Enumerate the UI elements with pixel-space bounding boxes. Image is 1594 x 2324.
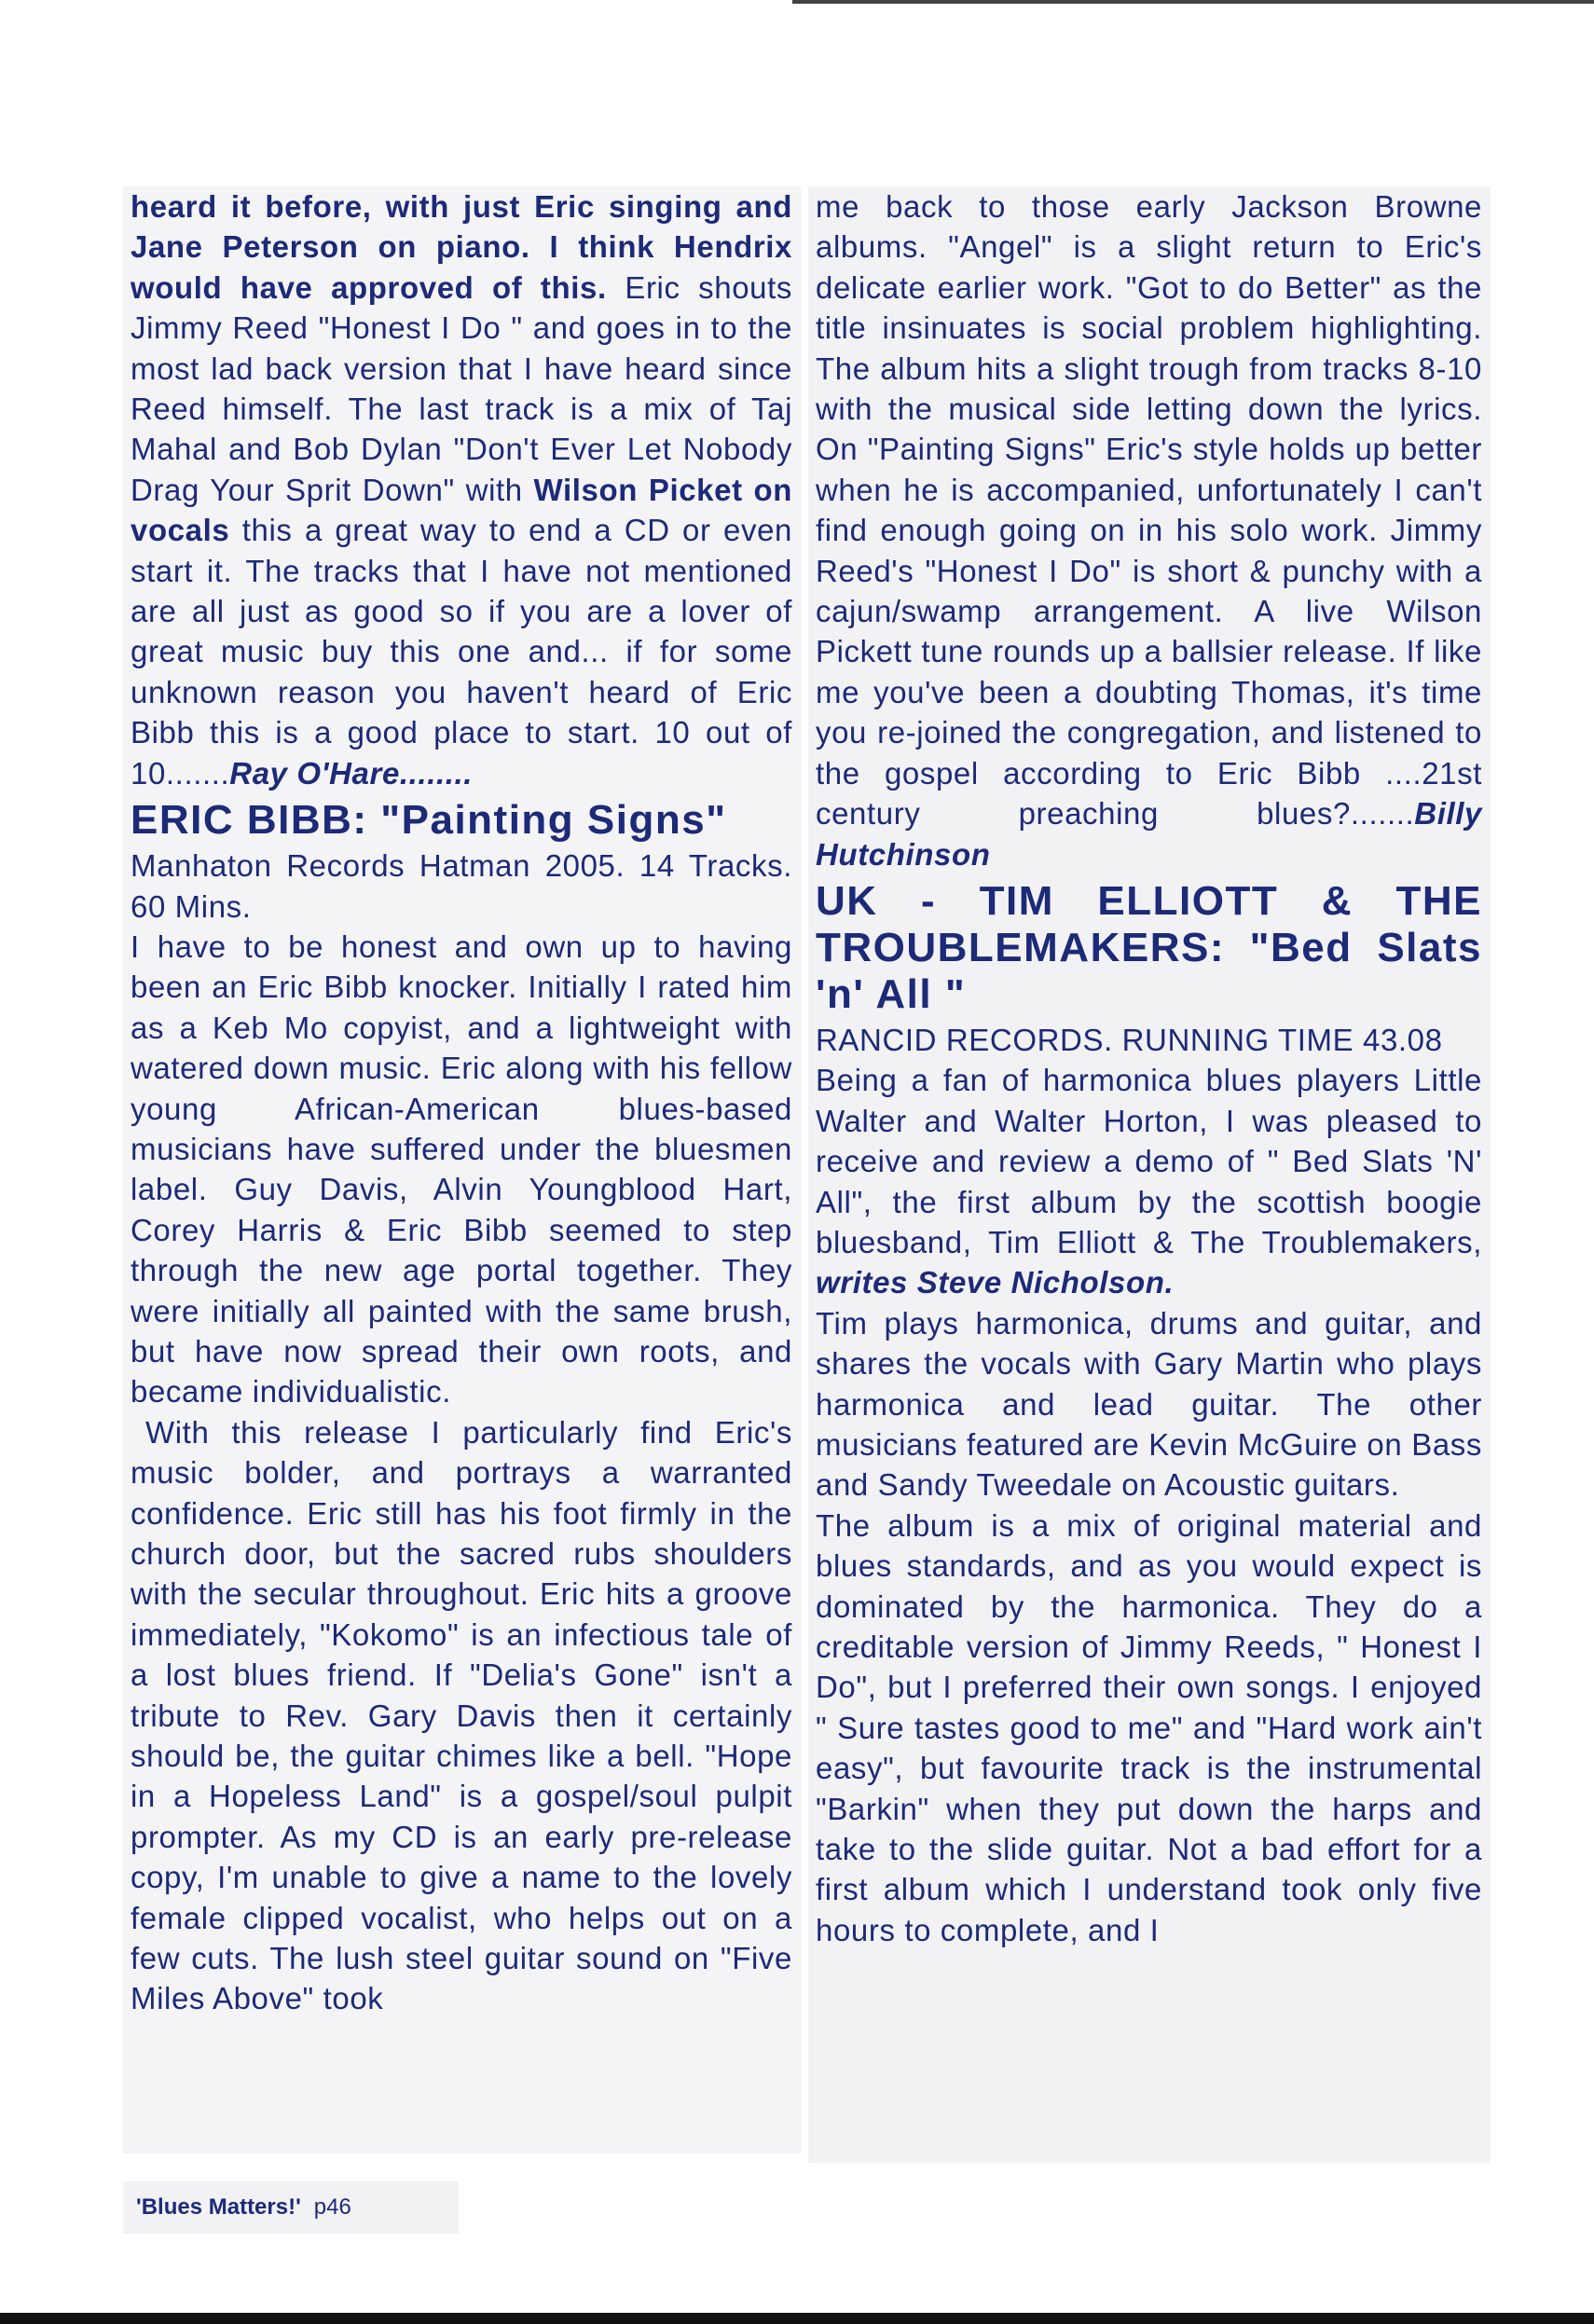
intro-bold-text: heard it before, with just Eric singing and Jane Peterson on piano. I think Hendrix would have approved of this. xyxy=(131,189,792,305)
intro-paragraph xyxy=(131,186,792,793)
review-heading-tim-elliott: UK - TIM ELLIOTT & THE TROUBLEMAKERS: "Bed Slats 'n' All " xyxy=(816,877,1482,1017)
footer-page-number: p46 xyxy=(313,2194,351,2220)
scan-edge-bottom xyxy=(0,2313,1594,2324)
review-meta-eric-bibb: Manhaton Records Hatman 2005. 14 Tracks. 60 Mins. xyxy=(131,848,792,924)
review-paragraph-tim-3: The album is a mix of original material and blues standards, and as you would expect is dominated by the harmonica. They do a creditable version of Jimmy Reeds, " Honest I Do", but I preferred their own songs. I enjoyed " Sure tastes good to me" and "Hard work ain't easy", but favourite track is the instrumental "Barkin" when they put down the harps and take to the slide guitar. Not a bad effort for a first album which I understand took only five hours to complete, and I xyxy=(816,1507,1482,1947)
scan-edge-top xyxy=(792,0,1594,4)
continued-paragraph xyxy=(816,186,1482,874)
review-paragraph-tim-1 xyxy=(816,1060,1482,1302)
continued-author: Billy Hutchinson xyxy=(816,796,1482,872)
intro-text-2: this a great way to end a CD or even start it. The tracks that I have not mentioned are all just as good so if you are a lover of great music buy this one and... if for some unknown reason you haven't heard of Eric Bibb this is a good place to start. 10 out of 10....... xyxy=(131,513,792,791)
review-heading-eric-bibb: ERIC BIBB: "Painting Signs" xyxy=(131,797,727,844)
page-footer xyxy=(123,2181,459,2234)
review-paragraph-1: I have to be honest and own up to having been an Eric Bibb knocker. Initially I rated him as a Keb Mo copyist, and a lightweight with watered down music. Eric along with his fellow young African-American blues-based musicians have suffered under the bluesmen label. Guy Davis, Alvin Youngblood Hart, Corey Harris & Eric Bibb seemed to step through the new age portal together. They were initially all painted with the same brush, but have now spread their own roots, and became individualistic. xyxy=(131,928,792,1410)
tim-byline: writes Steve Nicholson. xyxy=(816,1265,1175,1300)
review-paragraph-tim-2: Tim plays harmonica, drums and guitar, and shares the vocals with Gary Martin who plays harmonica and lead guitar. The other musicians featured are Kevin McGuire on Bass and Sandy Tweedale on Acoustic guitars. xyxy=(816,1305,1482,1503)
review-meta-tim-elliott: RANCID RECORDS. RUNNING TIME 43.08 xyxy=(816,1022,1443,1057)
intro-text-1: Eric shouts Jimmy Reed "Honest I Do " and goes in to the most lad back version that I have heard since Reed himself. The last track is a mix of Taj Mahal and Bob Dylan "Don't Ever Let Nobody Drag Your Sprit Down" with xyxy=(131,269,792,507)
left-column xyxy=(131,186,792,2019)
right-column xyxy=(816,186,1482,1950)
footer-magazine-title: 'Blues Matters!' xyxy=(136,2194,301,2220)
continued-text: me back to those early Jackson Browne albums. "Angel" is a slight return to Eric's delicate earlier work. "Got to do Better" as the title insinuates is social problem highlighting. The album hits a slight trough from tracks 8-10 with the musical side letting down the lyrics. On "Painting Signs" Eric's style holds up better when he is accompanied, unfortunately I can't find enough going on in his solo work. Jimmy Reed's "Honest I Do" is short & punchy with a cajun/swamp arrangement. A live Wilson Pickett tune rounds up a ballsier release. If like me you've been a doubting Thomas, it's time you re-joined the congregation, and listened to the gospel according to Eric Bibb ....21st century preaching blues?....... xyxy=(816,189,1482,832)
review-paragraph-2: With this release I particularly find Eric's music bolder, and portrays a warranted confidence. Eric still has his foot firmly in the church door, but the sacred rubs shoulders with the secular throughout. Eric hits a groove immediately, "Kokomo" is an infectious tale of a lost blues friend. If "Delia's Gone" isn't a tribute to Rev. Gary Davis then it certainly should be, the guitar chimes like a bell. "Hope in a Hopeless Land" is a gospel/soul pulpit prompter. As my CD is an early pre-release copy, I'm unable to give a name to the lovely female clipped vocalist, who helps out on a few cuts. The lush steel guitar sound on "Five Miles Above" took xyxy=(131,1414,792,2016)
intro-author: Ray O'Hare........ xyxy=(229,755,474,791)
tim-para1-text: Being a fan of harmonica blues players Little Walter and Walter Horton, I was pleased to receive and review a demo of " Bed Slats 'N' All", the first album by the scottish boogie bluesband, Tim Elliott & The Troublemakers, xyxy=(816,1063,1482,1259)
intro-bold-text-2: Wilson Picket on vocals xyxy=(131,472,792,548)
